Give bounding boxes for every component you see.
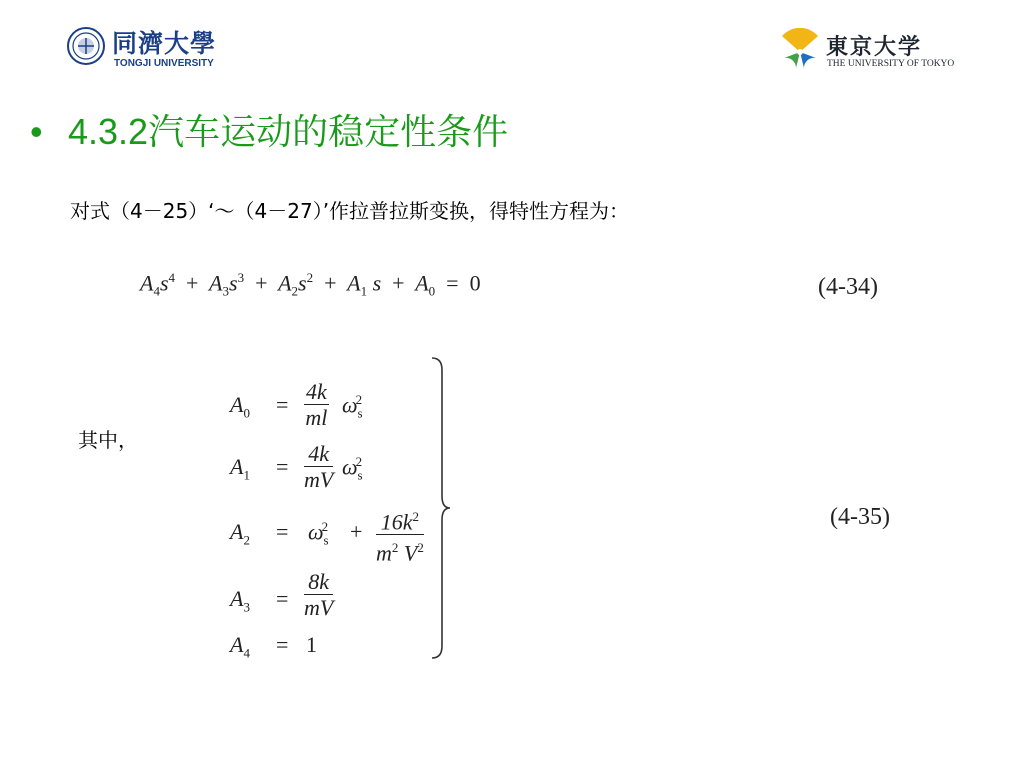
equation-tag-4-35: (4-35) [830,504,890,530]
tongji-name-en: TONGJI UNIVERSITY [114,58,214,69]
equation-tag-4-34: (4-34) [818,274,878,300]
equation-4-34: $A_4s^4 + A_3s^3 + A_2s^2 + A_1$ $s + A_0 = 0$ [140,270,481,299]
slide-title [30,104,508,155]
ginkgo-leaf-icon [778,28,822,72]
tokyo-name-en: THE UNIVERSITY OF TOKYO [827,59,955,69]
tokyo-name-cn: 東京大学 [826,34,923,60]
title-bullet: • [30,111,43,152]
equation-row-a0: $A_0$ = $\frac{4k}{ml}$ $\omega_s^2$ [230,379,363,430]
intro-paragraph: 对式（4－25）‘～（4－27）’作拉普拉斯变换，得特性方程为： [70,199,630,223]
where-label: 其中， [78,428,138,452]
equation-row-a3: $A_3$ = $\frac{8k}{mV}$ [230,569,334,620]
tongji-seal-icon [66,26,106,66]
equation-row-a4: $A_4$ = 1 [230,632,317,661]
slide-title-text: 4.3.2汽车运动的稳定性条件 [68,111,509,152]
equation-row-a1: $A_1$ = $\frac{4k}{mV}$ $\omega_s^2$ [230,441,363,492]
equation-row-a2: $A_2$ = $\omega_s^2$ + $\frac{16k^2}{m^2 V^2}$ [230,505,450,565]
right-brace-icon [430,356,454,660]
tongji-name-cn: 同濟大學 [112,29,217,58]
